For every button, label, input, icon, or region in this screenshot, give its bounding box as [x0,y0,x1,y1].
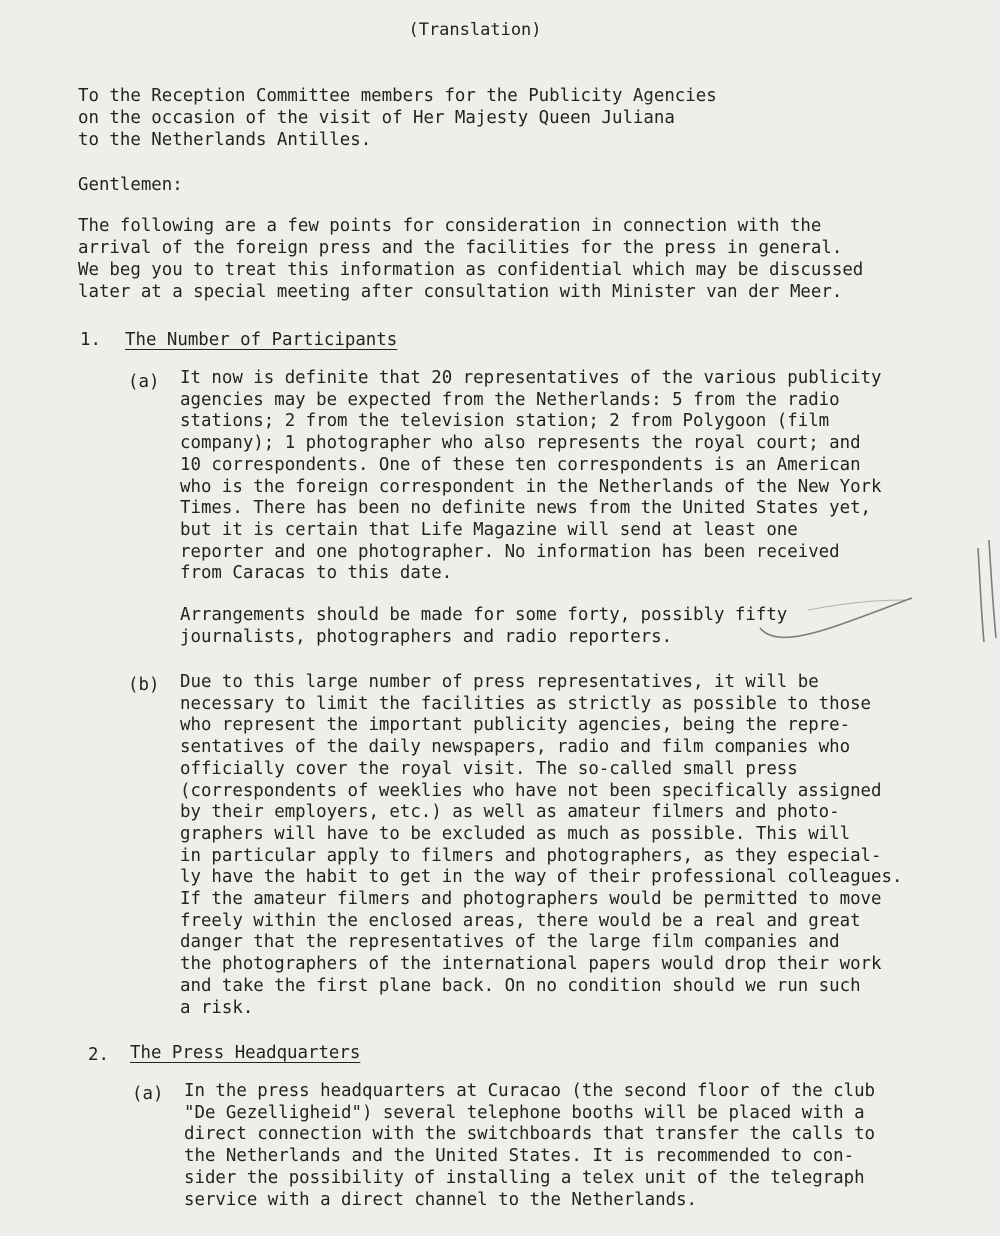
item-1a-line: who is the foreign correspondent in the Netherlands of the New York [180,476,882,497]
item-1a-paragraph [180,368,882,585]
item-1a-label: (a) [128,372,160,392]
item-1a-line: 10 correspondents. One of these ten correspondents is an American [180,454,861,475]
item-1b-line: who represent the important publicity agencies, being the repre- [180,715,851,736]
address-block [78,86,717,151]
address-line: to the Netherlands Antilles. [78,129,372,150]
item-1a-extra-line: Arrangements should be made for some forty, possibly fifty [180,605,788,625]
item-1a-line: stations; 2 from the television station; 2 from Polygoon (film [180,411,830,432]
item-2a-paragraph [184,1081,875,1211]
item-1b-line: If the amateur filmers and photographers would be permitted to move [180,889,882,910]
item-2a-line: service with a direct channel to the Netherlands. [184,1189,698,1210]
section-2-number: 2. [88,1045,109,1065]
item-1a-line: but it is certain that Life Magazine will send at least one [180,519,798,540]
intro-line: We beg you to treat this information as confidential which may be discussed [78,260,864,280]
intro-line: arrival of the foreign press and the facilities for the press in general. [78,238,843,258]
item-1b-line: sentatives of the daily newspapers, radio and film companies who [180,737,851,758]
item-2a-line: direct connection with the switchboards that transfer the calls to [184,1124,876,1145]
intro-line: The following are a few points for consideration in connection with the [78,216,822,236]
address-line: on the occasion of the visit of Her Majesty Queen Juliana [78,107,675,128]
item-1b-line: Due to this large number of press representatives, it will be [180,672,819,692]
intro-paragraph [78,215,863,303]
item-1a-line: reporter and one photographer. No information has been received [180,541,840,562]
item-1a-line: company); 1 photographer who also represents the royal court; and [180,433,861,454]
item-2a-label: (a) [132,1084,164,1104]
item-1a-arrangements [180,605,787,648]
document-heading: (Translation) [408,20,542,40]
item-1b-line: a risk. [180,997,254,1018]
item-1b-line: by their employers, etc.) as well as amateur filmers and photo- [180,802,840,823]
intro-line: later at a special meeting after consultation with Minister van der Meer. [78,282,843,302]
section-2-title: The Press Headquarters [130,1043,361,1063]
item-1b-line: necessary to limit the facilities as strictly as possible to those [180,693,872,714]
address-line: To the Reception Committee members for the Publicity Agencies [78,86,717,106]
item-2a-line: the Netherlands and the United States. It is recommended to con- [184,1146,855,1167]
item-1a-line: from Caracas to this date. [180,563,453,584]
item-1b-line: graphers will have to be excluded as much as possible. This will [180,823,851,844]
item-2a-line: "De Gezelligheid") several telephone booths will be placed with a [184,1102,865,1123]
item-1a-line: It now is definite that 20 representatives of the various publicity [180,368,882,388]
section-1-title: The Number of Participants [125,330,398,350]
item-1b-line: and take the first plane back. On no condition should we run such [180,975,861,996]
item-1a-extra-line: journalists, photographers and radio reporters. [180,626,673,647]
item-1b-label: (b) [128,675,160,695]
item-1b-line: freely within the enclosed areas, there would be a real and great [180,910,861,931]
item-1b-line: ly have the habit to get in the way of their professional colleagues. [180,867,903,888]
item-2a-line: sider the possibility of installing a telex unit of the telegraph [184,1167,865,1188]
item-1b-line: the photographers of the international papers would drop their work [180,954,882,975]
section-1-number: 1. [80,330,101,350]
item-1b-line: in particular apply to filmers and photographers, as they especial- [180,845,882,866]
item-1b-line: (correspondents of weeklies who have not been specifically assigned [180,780,882,801]
item-1a-line: Times. There has been no definite news from the United States yet, [180,498,872,519]
salutation: Gentlemen: [78,175,183,195]
item-1b-line: officially cover the royal visit. The so-called small press [180,758,798,779]
item-1b-paragraph [180,672,902,1019]
item-2a-line: In the press headquarters at Curacao (the second floor of the club [184,1081,876,1101]
item-1a-line: agencies may be expected from the Netherlands: 5 from the radio [180,389,840,410]
item-1b-line: danger that the representatives of the large film companies and [180,932,840,953]
